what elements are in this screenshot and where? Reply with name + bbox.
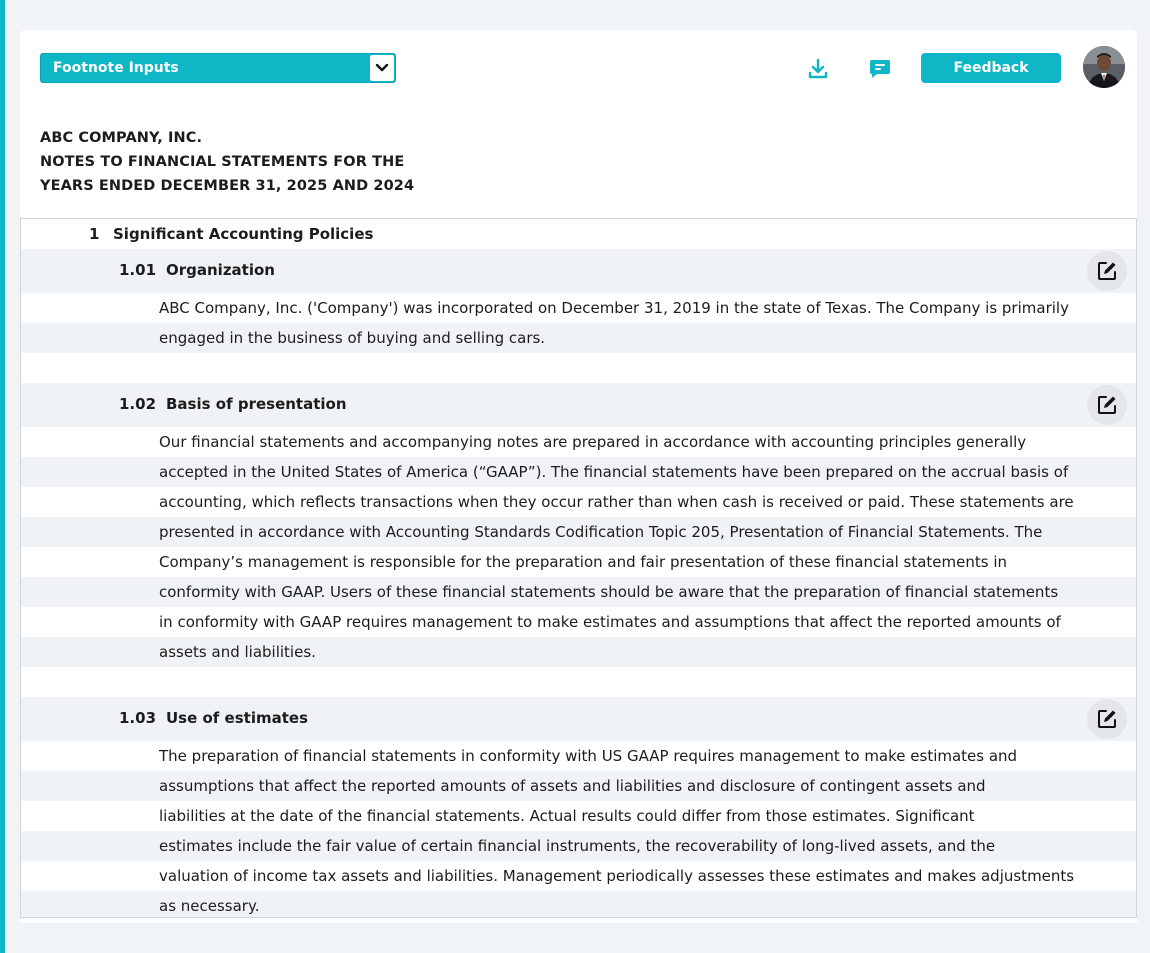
text-line: in conformity with GAAP requires management to make estimates and assumptions that affect the reported amounts of <box>159 613 1061 631</box>
text-line: accepted in the United States of America (“GAAP”). The financial statements have been prepared on the accrual basis of <box>21 457 1136 487</box>
comment-icon[interactable] <box>867 56 893 82</box>
edit-estimates-button[interactable] <box>1087 699 1127 739</box>
edit-icon <box>1096 708 1118 730</box>
spacer <box>21 667 1136 697</box>
text-line: liabilities at the date of the financial statements. Actual results could differ from those estimates. Significant <box>159 807 975 825</box>
feedback-button[interactable]: Feedback <box>921 53 1061 83</box>
section-number: 1 <box>89 225 100 243</box>
spacer <box>21 353 1136 383</box>
text-line: assets and liabilities. <box>21 637 1136 667</box>
text-line: The preparation of financial statements in conformity with US GAAP requires management to make estimates and <box>159 747 1018 765</box>
edit-icon <box>1096 260 1118 282</box>
footnote-select[interactable] <box>40 53 396 83</box>
subsection-header-basis <box>21 383 1136 427</box>
edit-basis-button[interactable] <box>1087 385 1127 425</box>
text-line: Company’s management is responsible for the preparation and fair presentation of these financial statements in <box>159 553 1008 571</box>
subsection-body-basis <box>21 427 1136 667</box>
main-card <box>20 30 1137 923</box>
text-line: conformity with GAAP. Users of these financial statements should be aware that the preparation of financial statements <box>21 577 1136 607</box>
text-line: engaged in the business of buying and selling cars. <box>21 323 1136 353</box>
avatar[interactable] <box>1083 46 1125 88</box>
edit-icon <box>1096 394 1118 416</box>
edit-organization-button[interactable] <box>1087 251 1127 291</box>
toolbar <box>40 53 1105 83</box>
document-heading <box>40 126 540 198</box>
statement-title-line-1: NOTES TO FINANCIAL STATEMENTS FOR THE <box>40 154 405 170</box>
subsection-number: 1.01 <box>119 261 157 279</box>
subsection-number: 1.02 <box>119 395 157 413</box>
text-line: Our financial statements and accompanying notes are prepared in accordance with accounting principles generally <box>159 433 1027 451</box>
text-line: accounting, which reflects transactions when they occur rather than when cash is received or paid. These statements are <box>159 493 1074 511</box>
statement-title-line-2: YEARS ENDED DECEMBER 31, 2025 AND 2024 <box>40 178 415 194</box>
text-line: valuation of income tax assets and liabilities. Management periodically assesses these estimates and makes adjustments <box>159 867 1075 885</box>
company-name: ABC COMPANY, INC. <box>40 130 203 146</box>
subsection-body-estimates <box>21 741 1136 918</box>
footnote-select-value: Footnote Inputs <box>53 60 179 76</box>
text-line: estimates include the fair value of certain financial instruments, the recoverability of long-lived assets, and the <box>21 831 1136 861</box>
chevron-down-icon[interactable] <box>370 55 394 81</box>
text-line: assumptions that affect the reported amounts of assets and liabilities and disclosure of contingent assets and <box>21 771 1136 801</box>
text-line: as necessary. <box>21 891 1136 918</box>
section-title-text: Significant Accounting Policies <box>113 225 374 243</box>
subsection-title: Use of estimates <box>166 709 308 727</box>
text-line: ABC Company, Inc. ('Company') was incorporated on December 31, 2019 in the state of Texas. The Company is primarily <box>159 299 1069 317</box>
subsection-title: Organization <box>166 261 275 279</box>
section-title <box>21 219 1136 249</box>
subsection-number: 1.03 <box>119 709 157 727</box>
subsection-header-organization <box>21 249 1136 293</box>
subsection-title: Basis of presentation <box>166 395 347 413</box>
text-line: presented in accordance with Accounting Standards Codification Topic 205, Presentation of Financial Statements. The <box>21 517 1136 547</box>
left-accent-bar <box>0 0 5 953</box>
download-icon[interactable] <box>805 56 831 82</box>
subsection-header-estimates <box>21 697 1136 741</box>
notes-panel <box>20 218 1137 918</box>
subsection-body-organization <box>21 293 1136 353</box>
